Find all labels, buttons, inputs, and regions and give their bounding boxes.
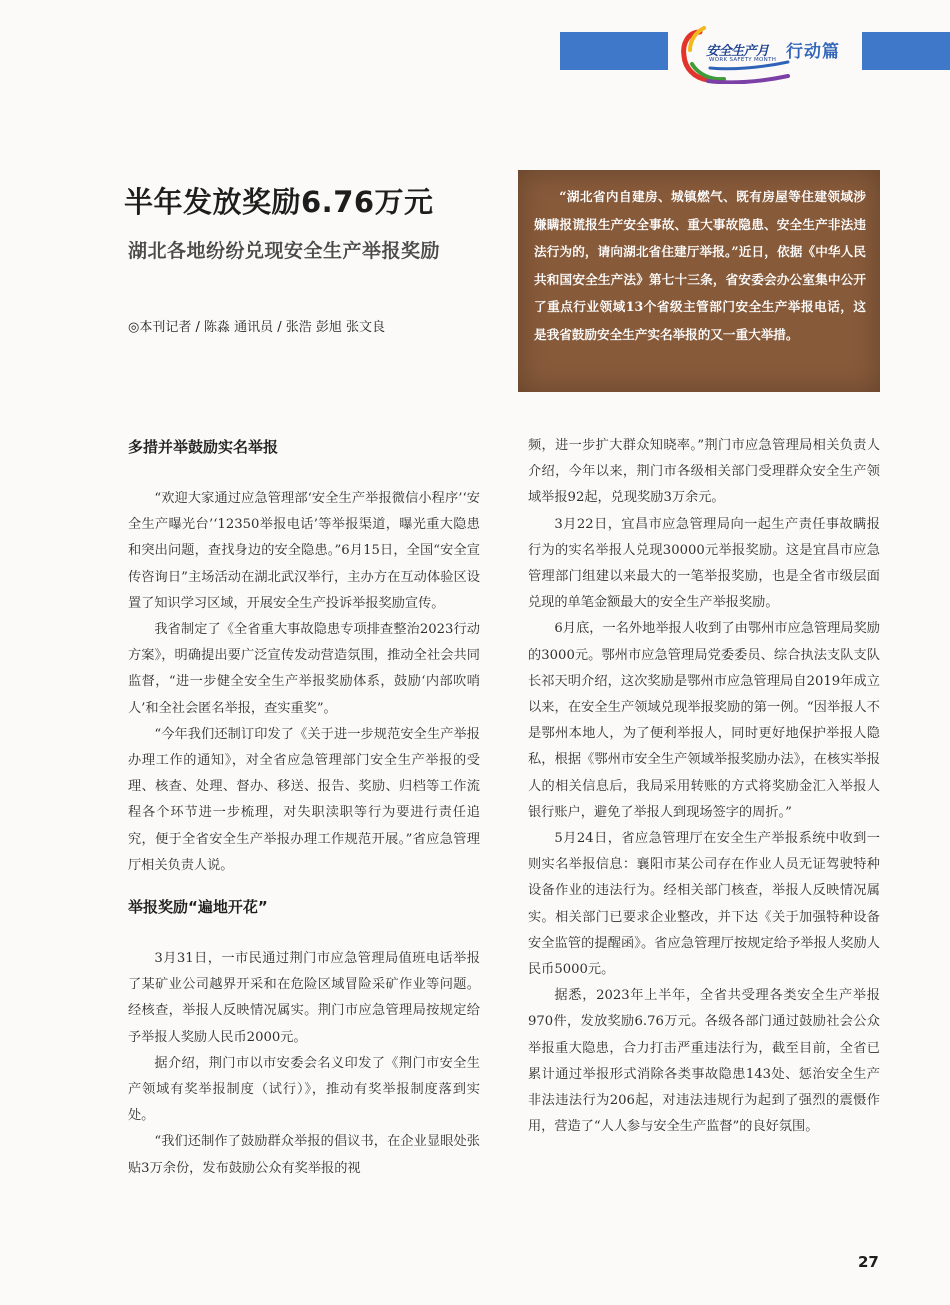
paragraph: “今年我们还制订印发了《关于进一步规范安全生产举报办理工作的通知》，对全省应急管理部门安全生产举报的受理、核查、处理、督办、移送、报告、奖励、归档等工作流程各个环节进一步梳理，对失职渎职等行为要进行责任追究，便于全省安全生产举报办理工作规范开展。”省应急管理厅相关负责人说。: [128, 726, 480, 873]
paragraph: 我省制定了《全省重大事故隐患专项排查整治2023行动方案》，明确提出要广泛宣传发动营造氛围，推动全社会共同监督，“进一步健全安全生产举报奖励体系，鼓励‘内部吹哨人’和全社会匿名举报，查实重奖”。: [128, 622, 480, 716]
lead-paragraph: “湖北省内自建房、城镇燃气、既有房屋等住建领域涉嫌瞒报谎报生产安全事故、重大事故隐患、安全生产非法违法行为的，请向湖北省住建厅举报。”近日，依据《中华人民共和国安全生产法》第七十三条，省安委会办公室集中公开了重点行业领域13个省级主管部门安全生产举报电话，这是我省鼓励安全生产实名举报的又一重大举措。: [534, 189, 866, 342]
paragraph: 5月24日，省应急管理厅在安全生产举报系统中收到一则实名举报信息：襄阳市某公司存在作业人员无证驾驶特种设备作业的违法行为。经相关部门核查，举报人反映情况属实。相关部门已要求企业整改，并下达《关于加强特种设备安全监管的提醒函》。省应急管理厅按规定给予举报人奖励人民币5000元。: [528, 831, 880, 978]
article-title: 半年发放奖励6.76万元: [124, 185, 434, 219]
left-column: [128, 433, 480, 1182]
page-number: 27: [858, 1253, 879, 1271]
header-bar-left: [560, 32, 668, 70]
paragraph: 3月22日，宜昌市应急管理局向一起生产责任事故瞒报行为的实名举报人兑现30000元举报奖励。这是宜昌市应急管理部门组建以来最大的一笔举报奖励，也是全省市级层面兑现的单笔金额最大的安全生产举报奖励。: [528, 516, 880, 611]
logo-text: 安全生产月: [706, 44, 769, 59]
paragraph: 据悉，2023年上半年，全省共受理各类安全生产举报970件，发放奖励6.76万元。各级各部门通过鼓励社会公众举报重大隐患，合力打击严重违法行为，截至目前，全省已累计通过举报形式消除各类事故隐患143处、惩治安全生产非法违法行为206起，对违法违规行为起到了强烈的震慑作用，营造了“人人参与安全生产监督”的良好氛围。: [528, 988, 880, 1135]
article-subtitle: 湖北各地纷纷兑现安全生产举报奖励: [128, 240, 441, 262]
spacer: [128, 921, 480, 946]
paragraph: “我们还制作了鼓励群众举报的倡议书，在企业显眼处张贴3万余份，发布鼓励公众有奖举报的视: [128, 1134, 480, 1176]
header-bar-right: [862, 32, 950, 70]
spacer: [128, 879, 480, 893]
article-byline: ◎本刊记者 / 陈淼 通讯员 / 张浩 彭旭 张文良: [128, 320, 386, 335]
paragraph: 3月31日，一市民通过荆门市应急管理局值班电话举报了某矿业公司越界开采和在危险区域冒险采矿作业等问题。经核查，举报人反映情况属实。荆门市应急管理局按规定给予举报人奖励人民币2000元。: [128, 951, 480, 1045]
paragraph: 6月底，一名外地举报人收到了由鄂州市应急管理局奖励的3000元。鄂州市应急管理局党委委员、综合执法支队支队长祁天明介绍，这次奖励是鄂州市应急管理局自2019年成立以来，在安全生产领域兑现举报奖励的第一例。“因举报人不是鄂州本地人，为了便利举报人，同时更好地保护举报人隐私，根据《鄂州市安全生产领域举报奖励办法》，在核实举报人的相关信息后，我局采用转账的方式将奖励金汇入举报人银行账户，避免了举报人到现场签字的周折。”: [528, 621, 880, 820]
section-heading: 多措并举鼓励实名举报: [128, 438, 279, 456]
paragraph: “欢迎大家通过应急管理部‘安全生产举报微信小程序’‘安全生产曝光台’‘12350举报电话’等举报渠道，曝光重大隐患和突出问题，查找身边的安全隐患。”6月15日，全国“安全宣传咨询日”主场活动在湖北武汉举行，主办方在互动体验区设置了知识学习区域，开展安全生产投诉举报奖励宣传。: [128, 491, 480, 611]
logo-subtext: WORK SAFETY MONTH: [709, 57, 777, 63]
section-heading: 举报奖励“遍地开花”: [128, 898, 268, 917]
right-column: [528, 433, 880, 1140]
section-label: 行动篇: [786, 42, 840, 62]
paragraph: 据介绍，荆门市以市安委会名义印发了《荆门市安全生产领域有奖举报制度（试行）》，推动有奖举报制度落到实处。: [128, 1055, 480, 1124]
lead-box: [518, 170, 880, 392]
paragraph: 频，进一步扩大群众知晓率。”荆门市应急管理局相关负责人介绍，今年以来，荆门市各级相关部门受理群众安全生产领域举报92起，兑现奖励3万余元。: [528, 438, 880, 506]
spacer: [128, 461, 480, 486]
